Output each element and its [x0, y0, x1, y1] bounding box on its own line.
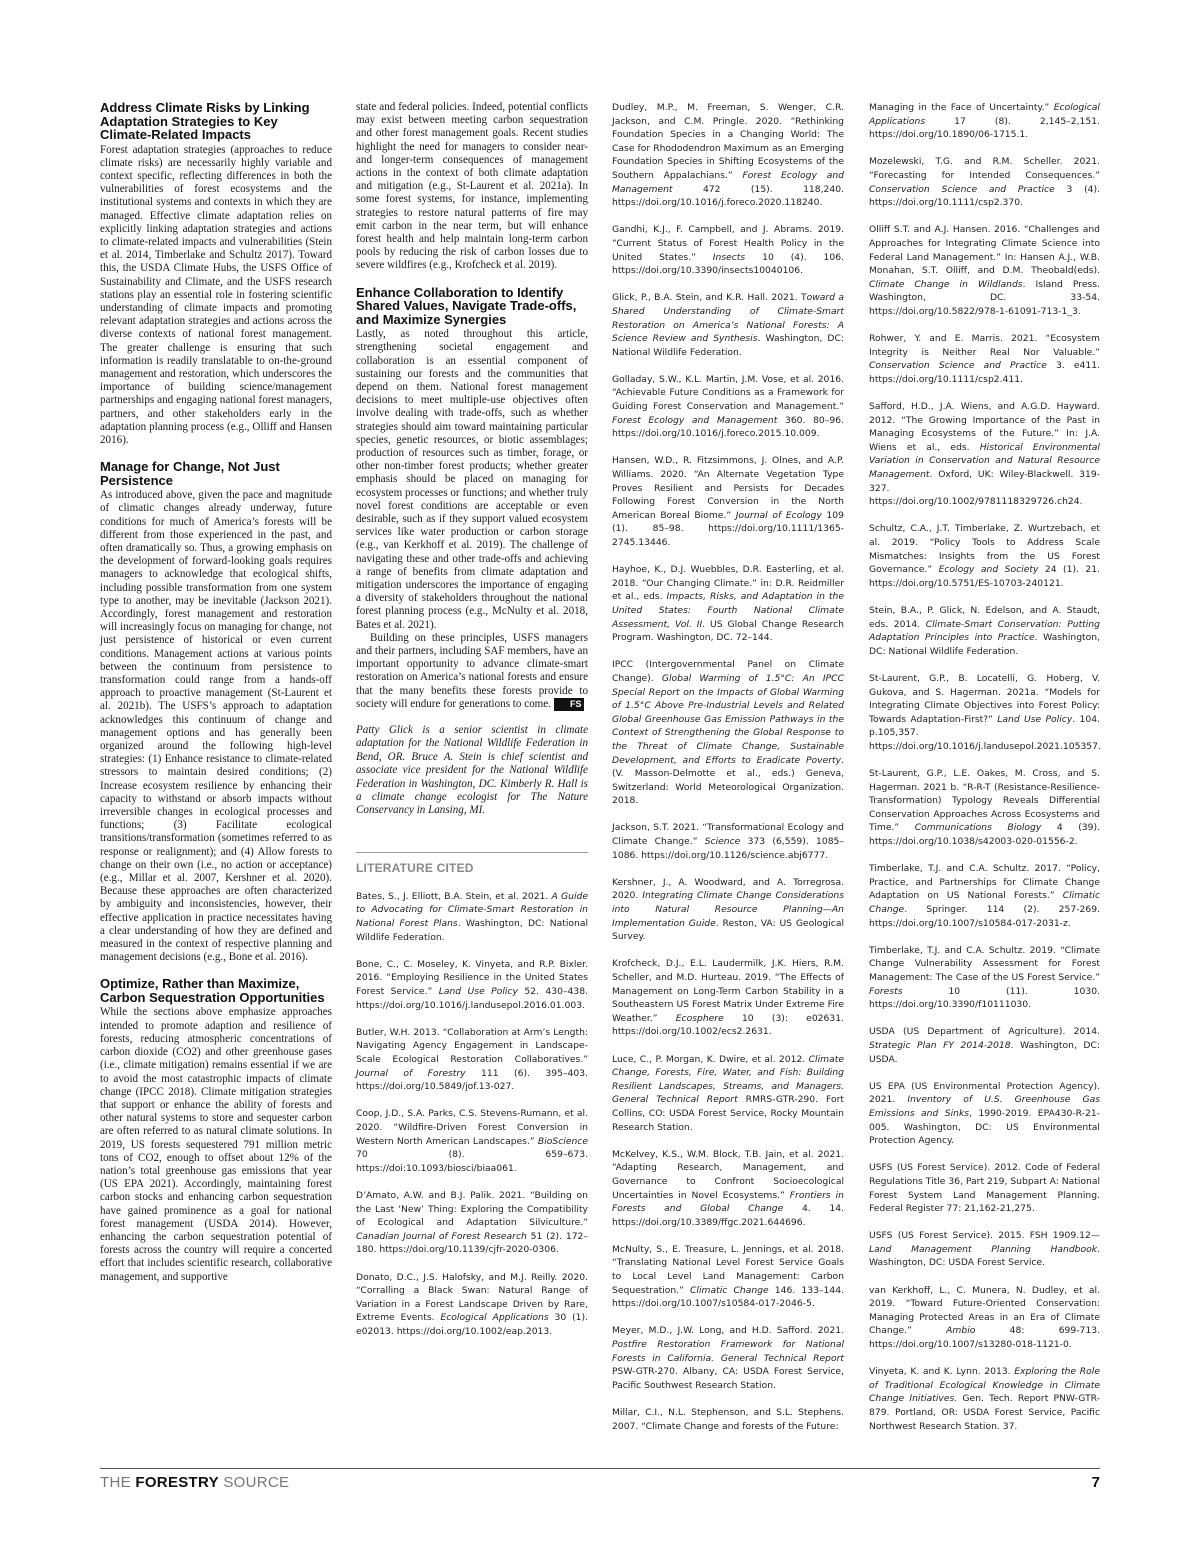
reference-title: Conservation Science and Practice: [869, 360, 1047, 372]
reference-entry: [869, 1161, 1100, 1215]
reference-text: . Island Press. Washington, DC. 33-54. https://doi.org/10.5822/978-1-61091-713-1_3.: [869, 278, 1100, 317]
brand-suffix: SOURCE: [218, 1474, 290, 1491]
body-paragraph: While the sections above emphasize approaches intended to promote adaption and resilience of forests, reducing atmospheric concentrations of carbon dioxide (CO2) and other greenhouse gases (i.e., climate mitigation) remains essential if we are to avoid the most catastrophic impacts of climate change (IPCC 2018). Climate mitigation strategies that support or enhance the ability of forests and other natural systems to store and sequester carbon are often referred to as natural climate solutions. In 2019, US forests sequestered 791 million metric tons of CO2, enough to offset about 12% of the nation’s total greenhouse gas emissions that year (US EPA 2021). Accordingly, maintaining forest carbon stocks and enhancing carbon sequestration have gained prominence as a goal for national forest management (USDA 2014). However, enhancing the carbon sequestration potential of forests across the country will require a concerted effort that includes scientific research, collaborative management, and supportive: [100, 1006, 332, 1283]
reference-title: Land Use Policy: [997, 713, 1073, 725]
reference-title: Forest Ecology and Management: [612, 414, 778, 426]
reference-text: 4 (39). https://doi.org/10.1038/s42003-020-01556-2.: [869, 822, 1100, 848]
reference-title: Climatic Change: [869, 890, 1100, 916]
reference-text: USFS (US Forest Service). 2015. FSH 1909.12—: [869, 1230, 1100, 1242]
reference-text: Golladay, S.W., K.L. Martin, J.M. Vose, et al. 2016. “Achievable Future Conditions as a Framework for Guiding Forest Conservation and Management.”: [612, 373, 844, 413]
reference-entry: [869, 1229, 1100, 1270]
section-heading: Optimize, Rather than Maximize, Carbon Sequestration Opportunities: [100, 976, 325, 1005]
reference-title: Forests: [869, 985, 903, 997]
reference-text: . (V. Masson-Delmotte et al., eds.) Geneva, Switzerland: World Meteorological Organization. 2018.: [612, 754, 844, 807]
reference-entry: [869, 332, 1100, 386]
reference-title: Conservation Science and Practice: [869, 183, 1055, 195]
reference-text: 24 (1). 21. https://doi.org/10.5751/ES-10703-240121.: [869, 564, 1101, 589]
reference-title: Climatic Change: [690, 1284, 769, 1296]
reference-text: Jackson, S.T. 2021. “Transformational Ecology and Climate Change.”: [612, 822, 844, 848]
reference-text: Bates, S., J. Elliott, B.A. Stein, et al. 2021.: [356, 890, 552, 902]
reference-entry: [356, 1189, 588, 1257]
footer-divider: [100, 1468, 1100, 1469]
reference-text: Butler, W.H. 2013. “Collaboration at Arm’s Length: Navigating Agency Engagement in Landscape-Scale Ecological Restoration Collaboratives.”: [356, 1026, 588, 1065]
reference-title: Land Management Planning Handbook: [869, 1243, 1098, 1255]
reference-text: USFS (US Forest Service). 2012. Code of Federal Regulations Title 36, Part 219, Subpart A: National Forest System Land Management Planning. Federal Register 77: 21,162-21,275.: [869, 1162, 1101, 1215]
reference-text: 109 (1). 85–98. https://doi.org/10.1111/1365-2745.13446.: [612, 509, 845, 548]
reference-text: Hansen, W.D., R. Fitzsimmons, J. Olnes, and A.P. Williams. 2020. “An Alternate Vegetation Type Proves Resilient and Persists for Decades Following Forest Conversion in the North American Boreal Biome.”: [612, 455, 844, 521]
reference-title: Ecosphere: [675, 1012, 724, 1024]
reference-entry: [356, 890, 588, 944]
reference-entry: [612, 373, 844, 441]
reference-entry: [869, 522, 1100, 590]
reference-entry: [869, 862, 1100, 930]
reference-entry: [869, 223, 1100, 318]
reference-title: Ecological Applications: [869, 102, 1100, 127]
section-climate-risks: [100, 101, 332, 447]
reference-text: McKelvey, K.S., W.M. Block, T.B. Jain, et al. 2021. “Adapting Research, Management, and Governance to Confront Socioecological Uncertainties in Novel Ecosystems.”: [612, 1148, 844, 1201]
reference-title: Land Use Policy: [438, 986, 518, 998]
reference-entry: [869, 944, 1100, 1012]
reference-entry: [869, 400, 1100, 509]
reference-text: van Kerkhoff, L., C. Munera, N. Dudley, et al. 2019. “Toward Future-Oriented Conservation: Managing Protected Areas in an Era of Climate Change.”: [869, 1284, 1100, 1337]
reference-entry: [869, 1025, 1100, 1066]
reference-entry: [612, 1243, 844, 1311]
reference-text: Safford, H.D., J.A. Wiens, and A.G.D. Hayward. 2012. “The Growing Importance of the Past in Managing Ecosystems of the Future.” In: J.A. Wiens et al., eds.: [869, 401, 1100, 453]
body-paragraph: state and federal policies. Indeed, potential conflicts may exist between meeting carbon sequestration and other forest management goals. Recent studies highlight the need for managers to consider near- and longer-term consequences of management actions in the context of both climate adaptation and mitigation (e.g., St-Laurent et al. 2021a). In some forest systems, for instance, implementing strategies to restore natural patterns of fire may emit carbon in the near term, but will enhance forest health and help maintain long-term carbon pools by reducing the risk of carbon losses due to severe wildfires (e.g., Krofcheck et al. 2019).: [356, 101, 588, 272]
reference-entry: [869, 1284, 1100, 1352]
reference-entry: [869, 155, 1100, 209]
reference-title: Journal of Ecology: [735, 509, 822, 521]
reference-title: Climate Change, Forests, Fire, Water, and Fish: Building Resilient Landscapes, Streams, and Managers. General Technical Report: [612, 1053, 844, 1106]
reference-text: . Springer. 114 (2). 257-269. https://doi.org/10.1007/s10584-017-2031-z.: [869, 904, 1100, 929]
reference-entry: [612, 291, 844, 359]
reference-title: Inventory of U.S. Greenhouse Gas Emissions and Sinks: [869, 1094, 1100, 1119]
reference-text: Timberlake, T.J. and C.A. Schultz. 2017. “Policy, Practice, and Partnerships for Climate Change Adaptation on US National Forests.”: [869, 863, 1100, 902]
body-paragraph: As introduced above, given the pace and magnitude of climatic changes already underway, future conditions for much of America’s forests will be different from those experienced in the past, and often dramatically so. Thus, a growing emphasis on the development of forward-looking goals requires managers to acknowledge that ecological shifts, including possible transformation from one system type to another, may be inevitable (Jackson 2021). Accordingly, forest management and restoration will increasingly focus on managing for change, not just persistence of historical or even current conditions. Management actions at various points between the continuum from persistence to transformation could range from a hands-off approach to proactive management (St-Laurent et al. 2021b). The USFS’s approach to adaptation acknowledges this continuum of change and management options and has generally been organized around the following high-level strategies: (1) Enhance resistance to climate-related stressors to maintain desired conditions; (2) Increase ecosystem resilience by enhancing their capacity to withstand or absorb impacts without irreversible changes in ecological processes and functions; (3) Facilitate ecological transitions/transformation (sometimes referred to as response or realignment); and (4) Allow forests to change on their own (i.e., no action or acceptance) (e.g., Millar et al. 2007, Kershner et al. 2020). Because these approaches are often characterized by ambiguity and inconsistencies, however, their effective application in practice necessitates having a clear understanding of how they are defined and measured in the context of respective planning and management decisions (e.g., Bone et al. 2016).: [100, 489, 332, 964]
reference-title: Communications Biology: [914, 822, 1042, 834]
reference-text: Vinyeta, K. and K. Lynn. 2013.: [869, 1366, 1015, 1378]
column-4: [869, 101, 1100, 1447]
reference-entry: [869, 672, 1100, 754]
reference-title: Science: [704, 836, 741, 848]
section-carbon-sequestration: [100, 977, 332, 1283]
reference-list: [869, 101, 1100, 1433]
reference-text: 48: 699-713. https://doi.org/10.1007/s13280-018-1121-0.: [869, 1325, 1100, 1351]
reference-text: 111 (6). 395–403. https://doi.org/10.5849/jof.13-027.: [356, 1067, 588, 1093]
reference-text: 70 (8). 659–673. https://doi:10.1093/biosci/biaa061.: [356, 1149, 588, 1174]
reference-text: . Gen. Tech. Report PNW-GTR-879. Portland, OR: USDA Forest Service, Pacific Northwest Research Station. 37.: [869, 1393, 1101, 1432]
literature-cited-heading: LITERATURE CITED: [356, 860, 474, 875]
reference-title: Strategic Plan FY 2014-2018: [869, 1039, 1011, 1051]
reference-text: . 104. p.105,357. https://doi.org/10.1016/j.landusepol.2021.105357.: [869, 713, 1101, 752]
reference-text: 3. e411. https://doi.org/10.1111/csp2.411.: [869, 360, 1100, 385]
reference-title: Ecological Applications: [440, 1312, 549, 1324]
reference-title: Exploring the Role of Traditional Ecological Knowledge in Climate Change Initiatives: [869, 1366, 1100, 1405]
reference-title: Postfire Restoration Framework for National Forests in California. General Technical Report: [612, 1339, 844, 1364]
reference-text: PSW-GTR-270. Albany, CA: USDA Forest Service, Pacific Southwest Research Station.: [612, 1366, 844, 1391]
reference-entry: [356, 1107, 588, 1175]
reference-entry: [612, 957, 844, 1039]
reference-text: 17 (8). 2,145–2,151. https://doi.org/10.1890/06-1715.1.: [869, 115, 1100, 141]
reference-text: . Washington, DC: USDA Forest Service.: [869, 1243, 1100, 1269]
reference-text: 52. 430–438. https://doi.org/10.1016/j.landusepol.2016.01.003.: [356, 986, 588, 1011]
reference-entry: [612, 454, 844, 549]
reference-text: Krofcheck, D.J., E.L. Laudermilk, J.K. Hiers, R.M. Scheller, and M.D. Hurteau. 2019. “The Effects of Management on Long-Term Carbon Stability in a Southeastern US Forest Matrix Under Extreme Fire Weather.”: [612, 958, 844, 1024]
column-2: [356, 101, 588, 1352]
reference-title: Forest Ecology and Management: [612, 169, 844, 195]
reference-title: Ecology and Society: [938, 564, 1039, 576]
footer-brand: [100, 1474, 289, 1491]
reference-text: RMRS-GTR-290. Fort Collins, CO: USDA Forest Service, Rocky Mountain Research Station.: [612, 1094, 844, 1133]
reference-text: 10 (3): e02631. https://doi.org/10.1002/ecs2.2631.: [612, 1012, 844, 1038]
reference-text: Mozelewski, T.G. and R.M. Scheller. 2021. “Forecasting for Intended Consequences.”: [869, 156, 1100, 181]
reference-text: . Oxford, UK: Wiley-Blackwell. 319-327. https://doi.org/10.1002/9781118329726.ch24.: [869, 469, 1100, 508]
brand-bold: FORESTRY: [135, 1474, 219, 1491]
reference-entry: [356, 958, 588, 1012]
reference-text: Bone, C., C. Moseley, K. Vinyeta, and R.P. Bixler. 2016. “Employing Resilience in the United States Forest Service.”: [356, 958, 588, 998]
reference-text: Managing in the Face of Uncertainty.”: [869, 102, 1054, 113]
reference-title: Ambio: [946, 1325, 976, 1337]
end-of-article-badge: FS: [554, 698, 584, 711]
reference-text: 146. 133–144. https://doi.org/10.1007/s10584-017-2046-5.: [612, 1284, 844, 1310]
reference-entry: [612, 223, 844, 277]
reference-entry: [612, 658, 844, 808]
reference-text: 10 (4). 106. https://doi.org/10.3390/insects10040106.: [612, 251, 844, 277]
reference-text: . Washington, DC: National Wildlife Federation.: [356, 918, 589, 943]
reference-text: USDA (US Department of Agriculture). 2014.: [869, 1026, 1100, 1038]
reference-text: Millar, C.I., N.L. Stephenson, and S.L. Stephens. 2007. “Climate Change and forests of the Future:: [612, 1407, 844, 1432]
reference-text: Stein, B.A., P. Glick, N. Edelson, and A. Staudt, eds. 2014.: [869, 604, 1100, 630]
reference-entry: [612, 1324, 844, 1392]
reference-list: [356, 890, 588, 1339]
closing-text: Building on these principles, USFS managers and their partners, including SAF members, have an important opportunity to advance climate-smart restoration on America’s national forests and ensure that the many benefits these forests provide to society will endure for generations to come.: [356, 631, 588, 710]
brand-prefix: THE: [100, 1474, 136, 1491]
reference-title: Climate-Smart Conservation: Putting Adaptation Principles into Practice: [869, 618, 1100, 644]
reference-title: A Guide to Advocating for Climate-Smart Restoration in National Forest Plans: [356, 890, 588, 930]
reference-entry: [612, 821, 844, 862]
reference-entry: [612, 1053, 844, 1135]
reference-text: . Washington, DC: USDA.: [869, 1039, 1100, 1065]
reference-entry: [869, 1080, 1100, 1148]
reference-text: Coop, J.D., S.A. Parks, C.S. Stevens-Rumann, et al. 2020. “Wildfire-Driven Forest Conversion in Western North American Landscapes.”: [356, 1108, 588, 1147]
column-1: [100, 101, 332, 1297]
reference-title: oward a Shared Understanding of Climate-Smart Restoration on America’s National Forests: A Science Review and Synthesis: [612, 292, 844, 345]
reference-title: Historical Environmental Variation in Conservation and Natural Resource Management: [869, 441, 1100, 481]
reference-title: BioScience: [537, 1135, 588, 1147]
reference-title: Journal of Forestry: [356, 1067, 466, 1079]
reference-text: 3 (4). https://doi.org/10.1111/csp2.370.: [869, 183, 1100, 209]
reference-text: St-Laurent, G.P., B. Locatelli, G. Hoberg, V. Gukova, and S. Hagerman. 2021a. “Models for Integrating Climate Objectives into Forest Policy: Towards Adaptation-First?”: [869, 672, 1100, 725]
reference-text: 51 (2). 172–180. https://doi.org/10.1139/cjfr-2020-0306.: [356, 1230, 588, 1256]
reference-text: Hayhoe, K., D.J. Wuebbles, D.R. Easterling, et al. 2018. “Our Changing Climate.” in: D.R. Reidmiller et al., eds.: [612, 564, 844, 603]
reference-text: Donato, D.C., J.S. Halofsky, and M.J. Reilly. 2020. “Corralling a Black Swan: Natural Range of Variation in a Forest Landscape Driven by Rare, Extreme Events.: [356, 1271, 588, 1324]
reference-title: Climate Change in Wildlands: [869, 278, 1023, 290]
reference-title: Frontiers in Forests and Global Change: [612, 1189, 844, 1215]
reference-entry: [612, 1148, 844, 1230]
reference-text: Rohwer, Y. and E. Marris. 2021. “Ecosystem Integrity is Neither Real Nor Valuable.”: [869, 333, 1100, 358]
reference-text: 373 (6,559). 1085–1086. https://doi.org/10.1126/science.abj6777.: [612, 836, 844, 861]
reference-entry: [612, 563, 844, 645]
reference-text: . Washington, DC: National Wildlife Federation.: [869, 632, 1100, 657]
reference-text: US EPA (US Environmental Protection Agency). 2021.: [869, 1080, 1100, 1106]
author-bio: Patty Glick is a senior scientist in climate adaptation for the National Wildlife Federation in Bend, OR. Bruce A. Stein is chief scientist and associate vice president for the National Wildlife Federation in Washington, DC. Kimberly R. Hall is a climate change ecologist for The Nature Conservancy in Lansing, MI.: [356, 724, 588, 817]
reference-text: Olliff S.T. and A.J. Hansen. 2016. “Challenges and Approaches for Integrating Climate Science into Federal Land Management.” In: Hansen A.J., W.B. Monahan, S.T. Olliff, and D.M. Theobald(eds).: [869, 224, 1100, 277]
reference-title: Insects: [712, 251, 746, 263]
reference-title: Impacts, Risks, and Adaptation in the United States: Fourth National Climate Assessment, Vol. II: [612, 591, 845, 630]
reference-entry: [612, 101, 844, 210]
reference-text: Kershner, J., A. Woodward, and A. Torregrosa. 2020.: [612, 876, 844, 902]
reference-text: . Washington, DC: National Wildlife Federation.: [612, 333, 844, 358]
reference-list: [612, 101, 844, 1433]
reference-text: Luce, C., P. Morgan, K. Dwire, et al. 2012.: [612, 1053, 809, 1065]
reference-text: , 1990-2019. EPA430-R-21-005. Washington, DC: US Environmental Protection Agency.: [869, 1107, 1100, 1147]
reference-entry: [356, 1271, 588, 1339]
reference-text: IPCC (Intergovernmental Panel on Climate Change).: [612, 659, 844, 684]
section-heading: Enhance Collaboration to Identify Shared Values, Navigate Trade-offs, and Maximize Synergies: [356, 284, 577, 327]
reference-entry: [869, 1365, 1100, 1433]
section-manage-for-change: [100, 460, 332, 964]
reference-title: Integrating Climate Change Considerations into Natural Resource Planning—An Implementation Guide: [612, 890, 844, 929]
divider: [356, 852, 588, 853]
body-paragraph: Lastly, as noted throughout this article, strengthening societal engagement and collaboration is an essential component of sustaining our forests and the communities that depend on them. National forest management decisions to meet multiple-use objectives often involve dealing with trade-offs, such as whether strategies should aim toward maintaining particular species, genetic resources, or biotic assemblages; production of resources such as timber, forage, or other non-timber forest products; whether greater emphasis should be placed on managing for ecosystem processes or functions; and whether truly novel forest conditions are acceptable or even desirable, such as if they support valued ecosystem services like water production or carbon storage (e.g., van Kerkhoff et al. 2019). The challenge of navigating these and other trade-offs and achieving a range of benefits from climate adaptation and mitigation underscores the importance of engaging a diversity of stakeholders throughout the national forest planning process (e.g., McNulty et al. 2018, Bates et al. 2021).: [356, 328, 588, 631]
reference-entry: [612, 1406, 844, 1433]
reference-text: McNulty, S., E. Treasure, L. Jennings, et al. 2018. “Translating National Level Forest Service Goals to Local Level Land Management: Carbon Sequestration.”: [612, 1243, 844, 1296]
reference-title: Canadian Journal of Forest Research: [356, 1230, 527, 1242]
reference-text: D’Amato, A.W. and B.J. Palik. 2021. “Building on the Last ‘New’ Thing: Exploring the Compatibility of Ecological and Adaptation Silviculture.”: [356, 1189, 588, 1229]
section-heading: Address Climate Risks by Linking Adaptation Strategies to Key Climate-Related Impacts: [100, 100, 310, 142]
reference-entry: [869, 101, 1100, 142]
reference-text: 360. 80–96. https://doi.org/10.1016/j.foreco.2015.10.009.: [612, 414, 844, 440]
body-paragraph: Forest adaptation strategies (approaches to reduce climate risks) are necessarily highly variable and context specific, reflecting differences in both the vulnerabilities of forest ecosystems and the institutional systems and contexts in which they are managed. Effective climate adaptation relies on explicitly linking adaptation strategies and actions to climate-related impacts and vulnerabilities (Stein et al. 2014, Timberlake and Schultz 2017). Toward this, the USDA Climate Hubs, the USFS Office of Sustainability and Climate, and the USFS research stations play an essential role in fostering scientific understanding of climate impacts and promoting relevant adaptation strategies and actions across the diverse contexts of national forest management. The greater challenge is ensuring that such information is readily translatable to on-the-ground management and restoration, which underscores the importance of building science/management partnerships and engaging national forest managers, partners, and other stakeholders early in the adaptation planning process (e.g., Olliff and Hansen 2016).: [100, 143, 332, 446]
reference-title: Global Warming of 1.5°C: An IPCC Special Report on the Impacts of Global Warming of 1.5°C Above Pre-Industrial Levels and Related Global Greenhouse Gas Emission Pathways in the Context of Strengthening the Global Response to the Threat of Climate Change, Sustainable Development, and Efforts to Eradicate Poverty: [612, 672, 844, 766]
section-heading: Manage for Change, Not Just Persistence: [100, 459, 280, 488]
reference-entry: [869, 767, 1100, 849]
reference-text: 472 (15). 118,240. https://doi.org/10.1016/j.foreco.2020.118240.: [612, 183, 844, 209]
reference-text: Meyer, M.D., J.W. Long, and H.D. Safford. 2021.: [612, 1325, 844, 1337]
section-continuation: [356, 101, 588, 273]
reference-text: Glick, P., B.A. Stein, and K.R. Hall. 2021. T: [612, 292, 807, 304]
reference-text: Dudley, M.P., M. Freeman, S. Wenger, C.R. Jackson, and C.M. Pringle. 2020. “Rethinking Foundation Species in a Changing World: The Case for Rhododendron Maximum as an Emerging Foundation Species in Shifting Ecosystems of the Southern Appalachians.”: [612, 102, 844, 181]
reference-entry: [356, 1026, 588, 1094]
reference-text: Schultz, C.A., J.T. Timberlake, Z. Wurtzebach, et al. 2019. “Policy Tools to Address Scale Mismatches: Insights from the US Forest Governance.”: [869, 523, 1100, 576]
reference-text: St-Laurent, G.P., L.E. Oakes, M. Cross, and S. Hagerman. 2021 b. “R-R-T (Resistance-Resilience-Transformation) Typology Reveals Differential Conservation Approaches Across Ecosystems and Time.”: [869, 768, 1100, 834]
closing-paragraph: [356, 632, 588, 711]
reference-entry: [612, 876, 844, 944]
column-3: [612, 101, 844, 1447]
reference-text: 4. 14. https://doi.org/10.3389/ffgc.2021.644696.: [612, 1203, 844, 1228]
section-collaboration: [356, 286, 588, 711]
reference-entry: [869, 604, 1100, 658]
reference-text: Timberlake, T.J. and C.A. Schultz. 2019. “Climate Change Vulnerability Assessment for Forest Management: The Case of the US Forest Service.”: [869, 944, 1100, 983]
reference-text: 10 (11). 1030. https://doi.org/10.3390/f10111030.: [869, 985, 1100, 1011]
reference-text: . Reston, VA: US Geological Survey.: [612, 917, 845, 943]
reference-text: . US Global Change Research Program. Washington, DC. 72–144.: [612, 618, 844, 644]
reference-text: 30 (1). e02013. https://doi.org/10.1002/eap.2013.: [356, 1312, 589, 1337]
page-number: 7: [1091, 1474, 1100, 1491]
reference-text: Gandhi, K.J., F. Campbell, and J. Abrams. 2019. “Current Status of Forest Health Policy in the United States.”: [612, 224, 844, 263]
